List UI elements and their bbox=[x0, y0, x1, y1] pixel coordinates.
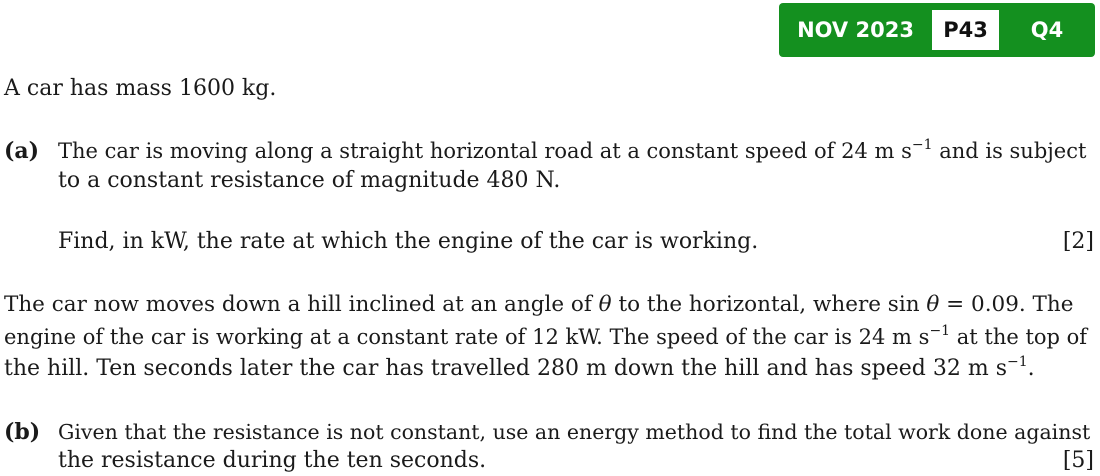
part-b-question-line-1: Given that the resistance is not constant, use an energy method to find the total work done against bbox=[58, 420, 1091, 444]
question-number-label: Q4 bbox=[1030, 18, 1064, 42]
part-b-label: (b) bbox=[4, 419, 41, 445]
part-a-statement-line-2: to a constant resistance of magnitude 480 N. bbox=[58, 168, 561, 193]
part-a-question: Find, in kW, the rate at which the engine of the car is working. bbox=[58, 229, 759, 254]
context-line-1: The car now moves down a hill inclined at an angle of θ to the horizontal, where sin θ = 0.09. The bbox=[4, 292, 1074, 317]
context-line-3: the hill. Ten seconds later the car has travelled 280 m down the hill and has speed 32 m $s^{-1}$. bbox=[4, 354, 1035, 381]
part-a-statement-line-1: The car is moving along a straight horizontal road at a constant speed of 24 m $s^{-1}$ and is subject bbox=[58, 137, 1087, 163]
exam-session-label: NOV 2023 bbox=[797, 18, 914, 42]
part-a-label: (a) bbox=[4, 138, 40, 164]
question-intro: A car has mass 1600 kg. bbox=[4, 76, 277, 101]
part-a-marks: [2] bbox=[1062, 229, 1094, 254]
part-b-question-line-2: the resistance during the ten seconds. bbox=[58, 448, 487, 473]
part-b-marks: [5] bbox=[1062, 448, 1094, 473]
exam-reference-badge bbox=[779, 3, 1095, 57]
context-line-2: engine of the car is working at a constant rate of 12 kW. The speed of the car is 24 m $s^{-1}$ at the top of bbox=[4, 323, 1088, 349]
paper-number-label: P43 bbox=[932, 10, 999, 50]
